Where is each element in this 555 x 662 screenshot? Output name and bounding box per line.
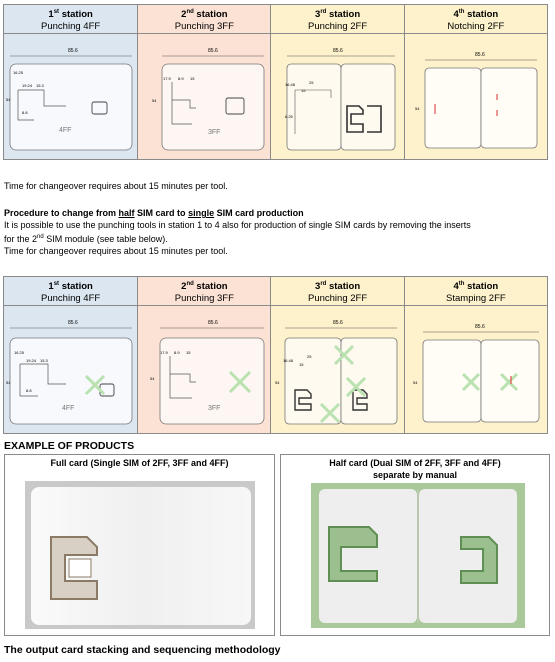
products-heading: EXAMPLE OF PRODUCTS (4, 440, 135, 452)
station-1-header: 1st station Punching 4FF (4, 5, 138, 34)
svg-text:85.6: 85.6 (68, 320, 78, 327)
stations-table-single-card (3, 276, 548, 434)
station-1-drawing (4, 34, 138, 160)
svg-text:85.6: 85.6 (208, 320, 218, 327)
svg-text:54: 54 (152, 98, 157, 104)
svg-text:15: 15 (190, 76, 195, 82)
svg-text:17.9: 17.9 (160, 350, 169, 356)
svg-text:15: 15 (299, 362, 304, 368)
footer-heading: The output card stacking and sequencing methodology (4, 644, 281, 656)
svg-text:54: 54 (6, 97, 11, 103)
station-3-drawing-single (271, 306, 404, 434)
svg-text:8.8: 8.8 (22, 110, 28, 116)
svg-text:54: 54 (412, 380, 418, 386)
half-card-title: Half card (Dual SIM of 2FF, 3FF and 4FF) separate by manual (329, 458, 501, 480)
svg-text:3FF: 3FF (208, 129, 221, 137)
station-2-header: 2nd station Punching 3FF (138, 277, 271, 306)
svg-text:16.25: 16.25 (14, 350, 25, 356)
station-1-header: 1st station Punching 4FF (4, 277, 138, 306)
half-card-photo (311, 483, 525, 628)
station-3-header: 3rd station Punching 2FF (271, 5, 404, 34)
svg-text:85.6: 85.6 (333, 48, 344, 55)
station-2-drawing (138, 34, 271, 160)
changeover-note-1: Time for changeover requires about 15 minutes per tool. (4, 181, 228, 191)
station-3-operation: Punching 2FF (308, 293, 368, 305)
full-card-panel (4, 454, 275, 636)
svg-text:8.8: 8.8 (26, 388, 32, 394)
station-4-header: 4th station Stamping 2FF (404, 277, 547, 306)
svg-text:54: 54 (150, 376, 155, 382)
svg-text:85.6: 85.6 (474, 324, 485, 331)
station-4-operation: Stamping 2FF (446, 293, 506, 305)
svg-text:17.9: 17.9 (163, 76, 172, 82)
station-4-header: 4th station Notching 2FF (404, 5, 547, 34)
svg-text:54: 54 (414, 106, 420, 112)
station-3-operation: Punching 2FF (308, 21, 368, 33)
svg-text:19.24: 19.24 (22, 83, 33, 89)
svg-text:85.6: 85.6 (68, 48, 78, 55)
svg-text:8.9: 8.9 (174, 350, 180, 356)
svg-text:85.6: 85.6 (474, 52, 485, 59)
svg-text:3FF: 3FF (208, 405, 221, 413)
station-4-drawing (404, 34, 547, 160)
half-card-panel (280, 454, 550, 636)
svg-text:25: 25 (309, 80, 314, 86)
station-4-operation: Notching 2FF (447, 21, 505, 33)
svg-text:85.6: 85.6 (333, 320, 344, 327)
svg-text:8.9: 8.9 (178, 76, 184, 82)
full-card-title: Full card (Single SIM of 2FF, 3FF and 4FF) (50, 458, 229, 468)
svg-text:15.3: 15.3 (36, 83, 44, 89)
svg-text:6.25: 6.25 (285, 114, 294, 120)
svg-text:25: 25 (307, 354, 312, 360)
svg-text:19.24: 19.24 (26, 358, 37, 364)
svg-text:4FF: 4FF (62, 405, 75, 413)
station-1-drawing-single (4, 306, 138, 434)
svg-text:15: 15 (186, 350, 191, 356)
svg-text:16.25: 16.25 (13, 70, 24, 76)
full-card-photo (25, 481, 255, 629)
procedure-description: It is possible to use the punching tools in station 1 to 4 also for production of single SIM cards by removing the inserts for the 2nd SIM module (see table below). Time for changeover requires about 15 minutes per tool. (4, 220, 471, 256)
svg-text:54: 54 (6, 380, 11, 386)
svg-text:4FF: 4FF (59, 127, 72, 135)
stations-table-half-card (3, 4, 548, 160)
station-1-operation: Punching 4FF (41, 293, 101, 305)
station-3-header: 3rd station Punching 2FF (271, 277, 404, 306)
svg-text:15: 15 (301, 88, 306, 94)
station-2-operation: Punching 3FF (174, 21, 234, 33)
station-2-header: 2nd station Punching 3FF (138, 5, 271, 34)
station-2-drawing-single (138, 306, 271, 434)
svg-text:16.48: 16.48 (285, 82, 296, 88)
svg-text:54: 54 (275, 380, 280, 386)
svg-text:15.3: 15.3 (40, 358, 48, 364)
station-4-drawing-single (404, 306, 547, 434)
svg-text:85.6: 85.6 (208, 48, 218, 55)
station-2-operation: Punching 3FF (174, 293, 234, 305)
svg-text:16.48: 16.48 (283, 358, 294, 364)
station-1-operation: Punching 4FF (41, 21, 101, 33)
station-3-drawing (271, 34, 404, 160)
procedure-heading: Procedure to change from half SIM card to single SIM card production (4, 208, 304, 218)
